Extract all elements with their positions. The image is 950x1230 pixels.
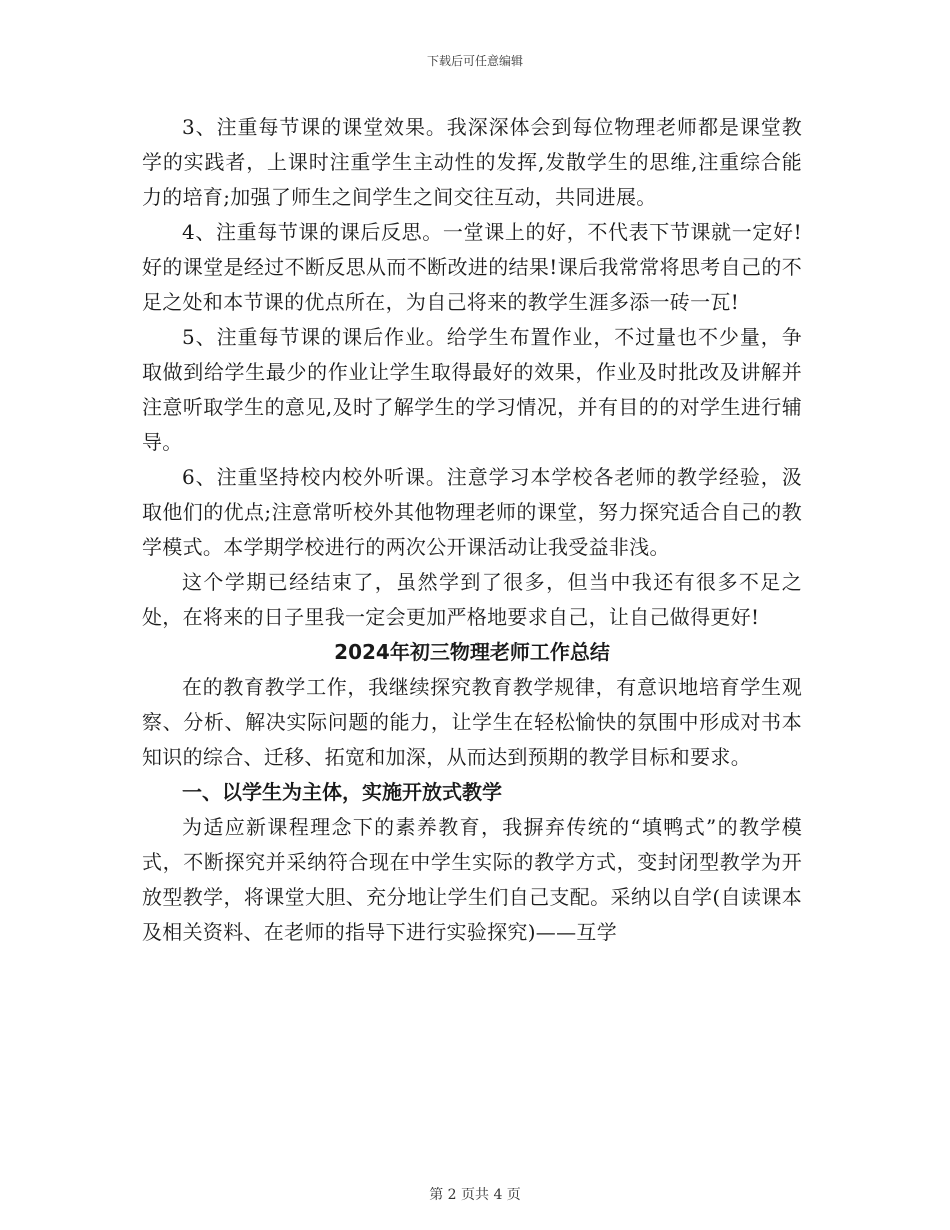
- paragraph-item-6: 6、注重坚持校内校外听课。注意学习本学校各老师的教学经验，汲取他们的优点;注意常听校外其他物理老师的课堂，努力探究适合自己的教学模式。本学期学校进行的两次公开课活动让我受益非浅。: [142, 465, 802, 559]
- page-header-note: 下载后可任意编辑: [426, 54, 523, 68]
- paragraph-item-5: 5、注重每节课的课后作业。给学生布置作业，不过量也不少量，争取做到给学生最少的作业让学生取得最好的效果，作业及时批改及讲解并注意听取学生的意见,及时了解学生的学习情况，并有目的的对学生进行辅导。: [142, 325, 802, 454]
- document-body: [142, 110, 802, 950]
- page-number: 第 2 页共 4 页: [429, 1187, 521, 1203]
- document-title: 2024年初三物理老师工作总结: [334, 640, 610, 664]
- paragraph-conclusion: 这个学期已经结束了，虽然学到了很多，但当中我还有很多不足之处，在将来的日子里我一定会更加严格地要求自己，让自己做得更好!: [142, 570, 802, 629]
- section-heading-1: 一、以学生为主体，实施开放式教学: [182, 780, 502, 804]
- paragraph-intro: 在的教育教学工作，我继续探究教育教学规律，有意识地培育学生观察、分析、解决实际问题的能力，让学生在轻松愉快的氛围中形成对书本知识的综合、迁移、拓宽和加深，从而达到预期的教学目标和要求。: [142, 675, 802, 769]
- paragraph-item-3: 3、注重每节课的课堂效果。我深深体会到每位物理老师都是课堂教学的实践者，上课时注重学生主动性的发挥,发散学生的思维,注重综合能力的培育;加强了师生之间学生之间交往互动，共同进展。: [142, 115, 802, 209]
- paragraph-item-4: 4、注重每节课的课后反思。一堂课上的好，不代表下节课就一定好!好的课堂是经过不断反思从而不断改进的结果!课后我常常将思考自己的不足之处和本节课的优点所在，为自己将来的教学生涯多添一砖一瓦!: [142, 220, 802, 314]
- paragraph-section-1: 为适应新课程理念下的素养教育，我摒弃传统的“填鸭式”的教学模式，不断探究并采纳符合现在中学生实际的教学方式，变封闭型教学为开放型教学，将课堂大胆、充分地让学生们自己支配。采纳以自学(自读课本及相关资料、在老师的指导下进行实验探究)——互学: [142, 815, 802, 944]
